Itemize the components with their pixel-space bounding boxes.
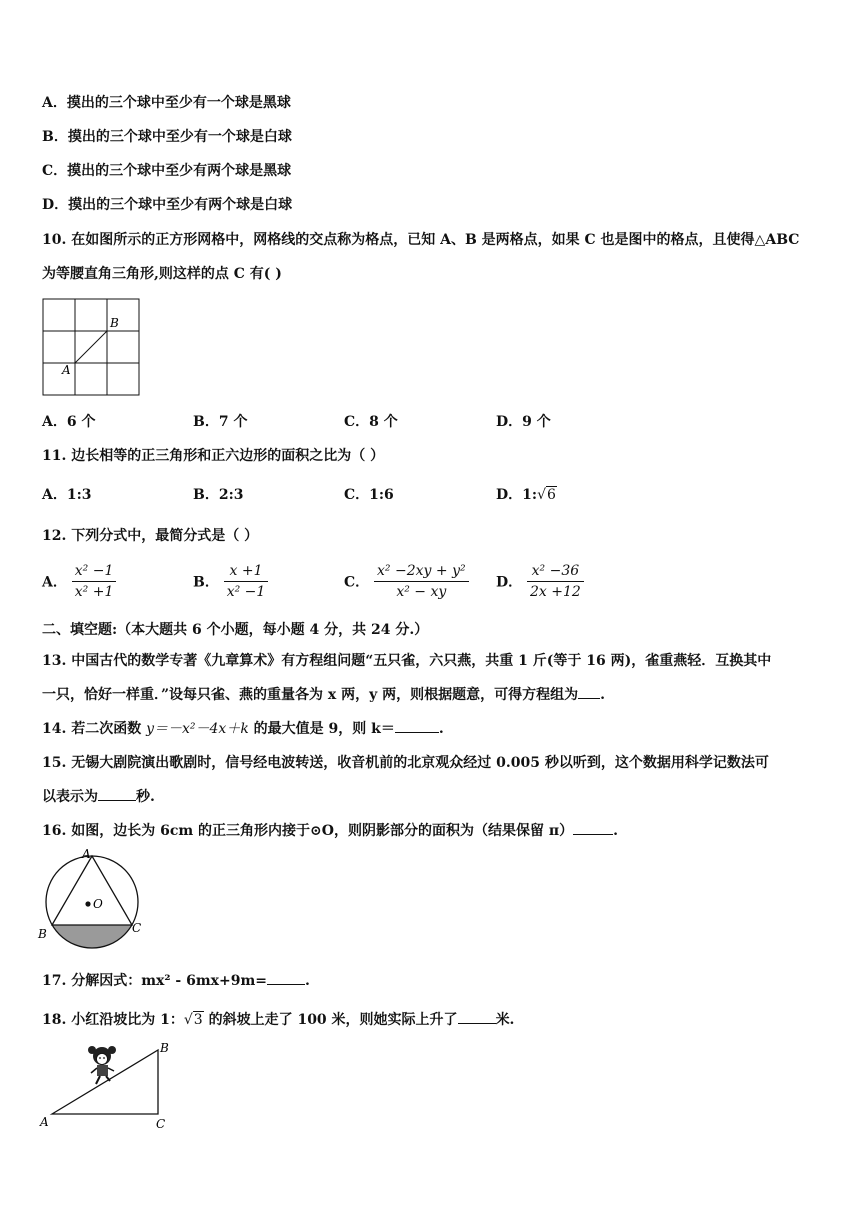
- q14-stem-end: .: [438, 721, 444, 737]
- q15-stem-pre: 以表示为: [42, 789, 98, 805]
- q14-stem-post: 的最大值是 9，则 k＝: [248, 721, 395, 737]
- q12-fraction-a-den: x² +1: [74, 584, 114, 600]
- q12-fraction-d-num: x² −36: [527, 563, 584, 582]
- q16-circle-figure: [36, 846, 146, 956]
- q18-stem: [42, 1009, 514, 1029]
- q17-answer-blank[interactable]: [267, 970, 305, 985]
- q9-option-b: B．摸出的三个球中至少有一个球是白球: [42, 129, 292, 145]
- q14-answer-blank[interactable]: [395, 718, 439, 733]
- q17-stem-end: .: [305, 973, 310, 989]
- q13-stem-line2: [42, 684, 605, 704]
- q13-answer-blank[interactable]: [578, 684, 600, 699]
- q11-option-c: C．1:6: [344, 487, 394, 503]
- q18-sqrt-value: 3: [193, 1012, 203, 1028]
- q12-option-b-label: B．: [193, 574, 219, 591]
- q12-stem: 12. 下列分式中，最简分式是（ ）: [42, 528, 259, 544]
- q14-stem-pre: 14. 若二次函数: [42, 721, 147, 737]
- q18-label-b: B: [160, 1041, 169, 1055]
- q9-option-c: C．摸出的三个球中至少有两个球是黑球: [42, 163, 292, 179]
- q10-option-c: C．8 个: [344, 414, 398, 430]
- q12-fraction-b-num: x +1: [224, 563, 269, 582]
- q15-answer-blank[interactable]: [98, 786, 136, 801]
- q12-fraction-d: [527, 563, 584, 600]
- q18-stem-end: 米.: [495, 1012, 515, 1028]
- q11-sqrt-symbol: √: [537, 487, 546, 503]
- q12-fraction-a: [72, 563, 117, 600]
- q18-answer-blank[interactable]: [458, 1009, 496, 1024]
- q10-stem-line2: 为等腰直角三角形,则这样的点 C 有( ): [42, 266, 282, 282]
- q16-stem-end: .: [613, 823, 618, 839]
- q12-fraction-c-num: x² −2xy + y²: [374, 563, 469, 582]
- q12-fraction-d-den: 2x +12: [530, 584, 581, 600]
- q11-option-a: A．1:3: [42, 487, 92, 503]
- q12-fraction-b: [224, 563, 269, 600]
- q11-option-d-label: D．1:: [496, 487, 538, 503]
- q16-answer-blank[interactable]: [573, 820, 613, 835]
- q12-fraction-c: [374, 563, 469, 600]
- q10-option-b: B．7 个: [193, 414, 248, 430]
- q12-fraction-c-den: x² − xy: [396, 584, 447, 600]
- q15-stem-line1: 15. 无锡大剧院演出歌剧时，信号经电波转送，收音机前的北京观众经过 0.005 秒以听到，这个数据用科学记数法可: [42, 755, 769, 771]
- q11-stem: 11. 边长相等的正三角形和正六边形的面积之比为（ ）: [42, 448, 385, 464]
- q12-fraction-b-den: x² −1: [226, 584, 266, 600]
- q12-option-a-label: A．: [42, 574, 67, 591]
- q18-stem-post: 的斜坡上走了 100 米，则她实际上升了: [203, 1012, 458, 1028]
- q18-slope-figure: [36, 1036, 176, 1132]
- q10-point-a-label: A: [62, 363, 71, 377]
- q12-option-b: [193, 563, 268, 600]
- q16-stem-text: 16. 如图，边长为 6cm 的正三角形内接于⊙O，则阴影部分的面积为（结果保留 π）: [42, 823, 574, 839]
- q10-option-a: A．6 个: [42, 414, 96, 430]
- q16-label-o: O: [93, 897, 103, 911]
- q11-option-d: [496, 484, 557, 504]
- q10-grid-figure: [40, 296, 144, 396]
- q16-label-b: B: [38, 927, 47, 941]
- q13-stem-end: .: [600, 687, 606, 703]
- q14-formula: y＝－x²－4x＋k: [146, 721, 249, 737]
- q12-option-d: [496, 563, 584, 600]
- q18-label-a: A: [40, 1115, 49, 1129]
- q17-stem: [42, 970, 310, 990]
- q16-label-a: A: [82, 847, 91, 861]
- q9-option-a: A．摸出的三个球中至少有一个球是黑球: [42, 95, 291, 111]
- q10-option-d: D．9 个: [496, 414, 551, 430]
- q18-sqrt-symbol: √: [183, 1012, 193, 1028]
- q18-stem-pre: 18. 小红沿坡比为 1：: [42, 1012, 184, 1028]
- q16-stem: [42, 820, 618, 840]
- q11-option-b: B．2:3: [193, 487, 244, 503]
- q15-stem-line2: [42, 786, 155, 806]
- q16-label-c: C: [132, 921, 142, 935]
- q11-sqrt-value: 6: [546, 487, 556, 503]
- q12-option-c-label: C．: [344, 574, 370, 591]
- q15-stem-post: 秒.: [136, 789, 155, 805]
- section-2-heading: 二、填空题:（本大题共 6 个小题，每小题 4 分，共 24 分.）: [42, 622, 429, 638]
- q13-stem-line1: 13. 中国古代的数学专著《九章算术》有方程组问题“五只雀，六只燕，共重 1 斤(等于 16 两)，雀重燕轻．互换其中: [42, 653, 772, 669]
- q9-option-d: D．摸出的三个球中至少有两个球是白球: [42, 197, 293, 213]
- q12-fraction-a-num: x² −1: [72, 563, 117, 582]
- q12-option-a: [42, 563, 116, 600]
- q10-point-b-label: B: [110, 316, 119, 330]
- q12-option-d-label: D．: [496, 574, 523, 591]
- q10-stem-line1: 10. 在如图所示的正方形网格中，网格线的交点称为格点，已知 A、B 是两格点，如果 C 也是图中的格点，且使得△ABC: [42, 232, 800, 248]
- q13-stem-text: 一只，恰好一样重．”设每只雀、燕的重量各为 x 两，y 两，则根据题意，可得方程组为: [42, 687, 579, 703]
- q14-stem: [42, 718, 444, 738]
- q12-option-c: [344, 563, 469, 600]
- q17-stem-text: 17. 分解因式：mx² - 6mx+9m=: [42, 973, 267, 989]
- q18-label-c: C: [156, 1117, 166, 1131]
